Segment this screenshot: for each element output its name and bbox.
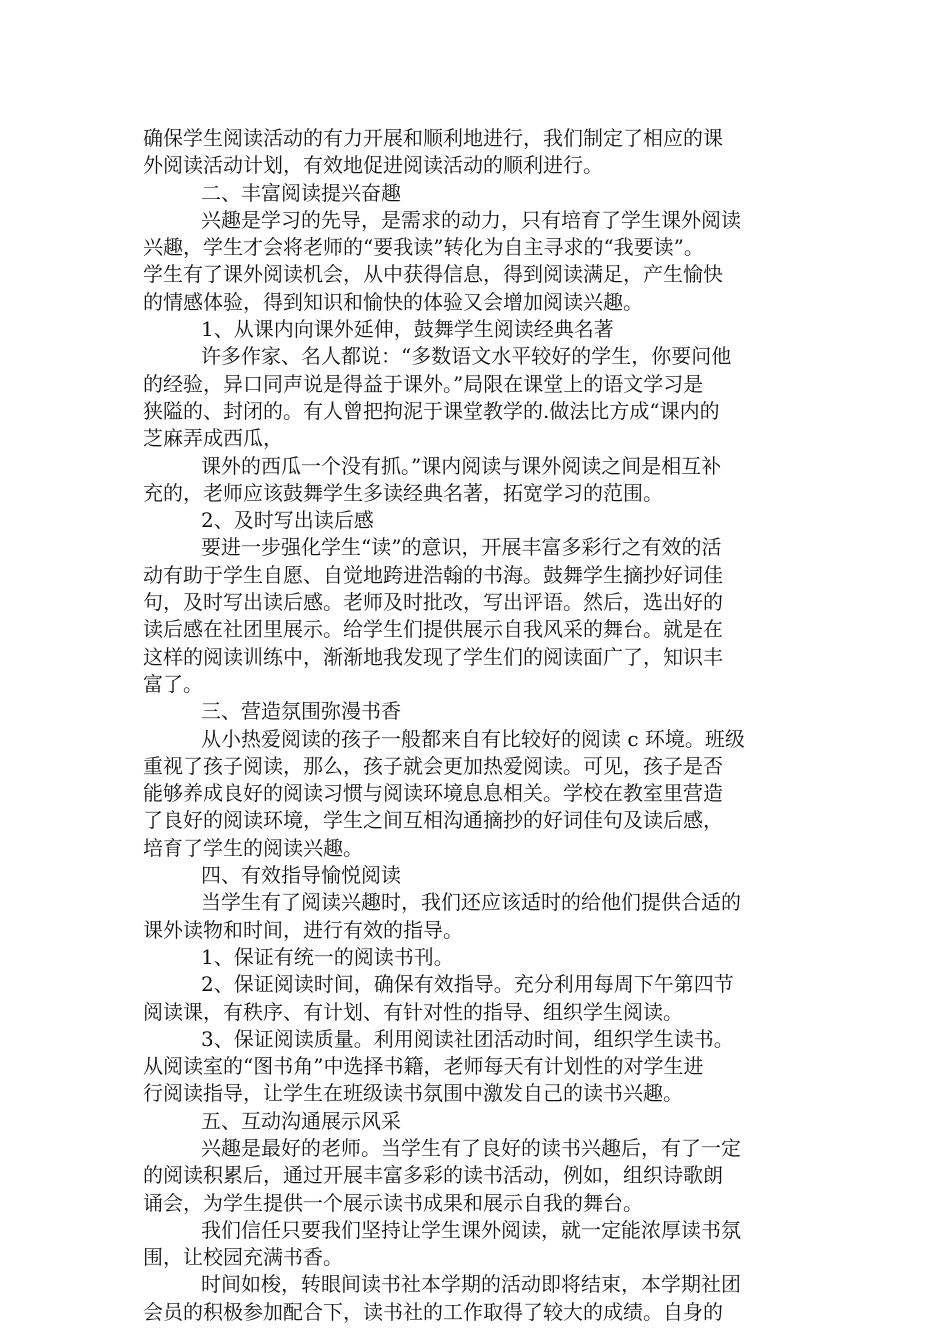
text-line: 富了。 <box>143 671 203 696</box>
text-line: 当学生有了阅读兴趣时，我们还应该适时的给他们提供合适的 <box>201 890 741 915</box>
text-line: 2、及时写出读后感 <box>201 508 374 533</box>
text-line: 了良好的阅读环境，学生之间互相沟通摘抄的好词佳句及读后感， <box>143 808 723 833</box>
text-line: 课外的西瓜一个没有抓。”课内阅读与课外阅读之间是相互补 <box>201 453 722 478</box>
text-line: 培育了学生的阅读兴趣。 <box>143 835 363 860</box>
text-line: 的阅读积累后，通过开展丰富多彩的读书活动，例如，组织诗歌朗 <box>143 1163 723 1188</box>
text-line: 从阅读室的“图书角”中选择书籍，老师每天有计划性的对学生进 <box>143 1054 704 1079</box>
document-body <box>143 125 815 1326</box>
text-line: 充的，老师应该鼓舞学生多读经典名著，拓宽学习的范围。 <box>143 480 663 505</box>
text-line: 二、丰富阅读提兴奋趣 <box>201 180 401 205</box>
text-line: 诵会，为学生提供一个展示读书成果和展示自我的舞台。 <box>143 1190 643 1215</box>
text-line: 动有助于学生自愿、自觉地跨进浩翰的书海。鼓舞学生摘抄好词佳 <box>143 562 723 587</box>
text-line: 兴趣是学习的先导，是需求的动力，只有培育了学生课外阅读 <box>201 207 741 232</box>
text-line: 阅读课，有秩序、有计划、有针对性的指导、组织学生阅读。 <box>143 999 683 1024</box>
text-line: 能够养成良好的阅读习惯与阅读环境息息相关。学校在教室里营造 <box>143 781 723 806</box>
text-line: 五、互动沟通展示风采 <box>201 1108 401 1133</box>
text-line: 的情感体验，得到知识和愉快的体验又会增加阅读兴趣。 <box>143 289 643 314</box>
text-line: 兴趣，学生才会将老师的“要我读”转化为自主寻求的“我要读”。 <box>143 235 704 260</box>
text-line: 四、有效指导愉悦阅读 <box>201 863 401 888</box>
text-line: 外阅读活动计划，有效地促进阅读活动的顺利进行。 <box>143 153 603 178</box>
text-line: 许多作家、名人都说：“多数语文水平较好的学生，你要问他 <box>201 344 732 369</box>
text-line: 这样的阅读训练中，渐渐地我发现了学生们的阅读面广了，知识丰 <box>143 644 723 669</box>
text-line: 重视了孩子阅读，那么，孩子就会更加热爱阅读。可见，孩子是否 <box>143 753 723 778</box>
text-line: 句，及时写出读后感。老师及时批改，写出评语。然后，选出好的 <box>143 590 723 615</box>
text-line: 兴趣是最好的老师。当学生有了良好的读书兴趣后，有了一定 <box>201 1135 741 1160</box>
text-line: 的经验，异口同声说是得益于课外。”局限在课堂上的语文学习是 <box>143 371 704 396</box>
text-line: 我们信任只要我们坚持让学生课外阅读，就一定能浓厚读书氛 <box>201 1217 741 1242</box>
text-line: 确保学生阅读活动的有力开展和顺利地进行，我们制定了相应的课 <box>143 126 723 150</box>
text-line: 会员的积极参加配合下，读书社的工作取得了较大的成绩。自身的 <box>143 1299 723 1324</box>
text-line: 3、保证阅读质量。利用阅读社团活动时间，组织学生读书。 <box>201 1026 734 1051</box>
text-line: 芝麻弄成西瓜， <box>143 426 283 451</box>
text-line: 要进一步强化学生“读”的意识，开展丰富多彩行之有效的活 <box>201 535 722 560</box>
text-line: 狭隘的、封闭的。有人曾把拘泥于课堂教学的.做法比方成“课内的 <box>143 398 720 423</box>
text-line: 1、从课内向课外延伸，鼓舞学生阅读经典名著 <box>201 317 614 342</box>
text-line: 学生有了课外阅读机会，从中获得信息，得到阅读满足，产生愉快 <box>143 262 723 287</box>
text-line: 三、营造氛围弥漫书香 <box>201 699 401 724</box>
text-line: 课外读物和时间，进行有效的指导。 <box>143 917 463 942</box>
text-line: 围，让校园充满书香。 <box>143 1245 343 1270</box>
text-line: 行阅读指导，让学生在班级读书氛围中激发自己的读书兴趣。 <box>143 1081 683 1106</box>
text-line: 2、保证阅读时间，确保有效指导。充分利用每周下午第四节 <box>201 972 734 997</box>
text-line: 时间如梭，转眼间读书社本学期的活动即将结束，本学期社团 <box>201 1272 741 1297</box>
text-line: 从小热爱阅读的孩子一般都来自有比较好的阅读 c 环境。班级 <box>201 726 745 751</box>
text-line: 读后感在社团里展示。给学生们提供展示自我风采的舞台。就是在 <box>143 617 723 642</box>
text-line: 1、保证有统一的阅读书刊。 <box>201 944 454 969</box>
